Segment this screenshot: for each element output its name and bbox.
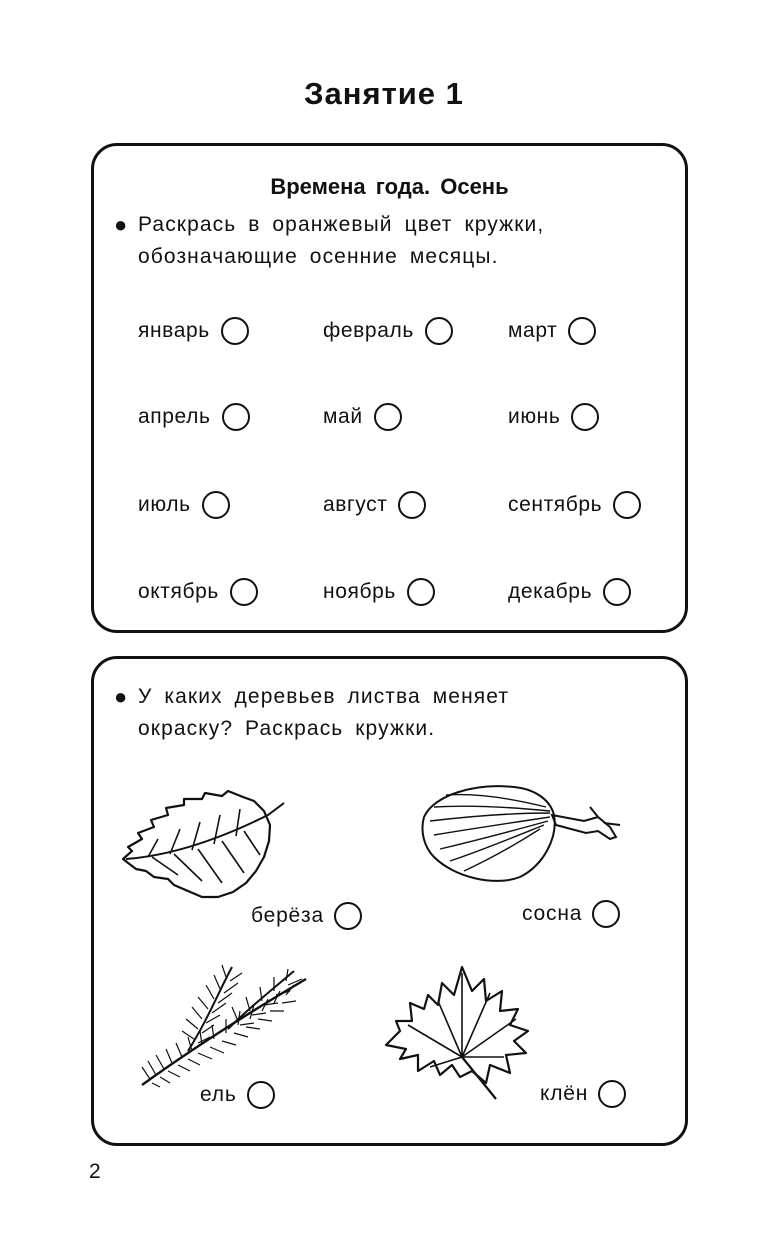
month-item-february <box>323 317 453 345</box>
page-title: Занятие 1 <box>304 76 464 111</box>
tree-item-spruce <box>200 1081 275 1109</box>
task-line-1: У каких деревьев листва меняет <box>138 685 510 708</box>
spruce-branch-icon <box>138 959 313 1089</box>
maple-leaf-icon <box>378 961 538 1101</box>
month-label: август <box>323 493 388 516</box>
month-circle-october[interactable] <box>230 578 258 606</box>
month-item-september <box>508 491 641 519</box>
month-circle-march[interactable] <box>568 317 596 345</box>
tree-circle-pine[interactable] <box>592 900 620 928</box>
pine-branch-icon <box>414 777 634 887</box>
month-label: ноябрь <box>323 580 396 603</box>
tree-label: ель <box>200 1083 237 1106</box>
section-title: Времена года. Осень <box>270 174 509 199</box>
autumn-months-panel <box>91 143 688 633</box>
month-label: декабрь <box>508 580 593 603</box>
month-circle-july[interactable] <box>202 491 230 519</box>
trees-panel <box>91 656 688 1146</box>
month-item-april <box>138 403 250 431</box>
month-item-july <box>138 491 230 519</box>
month-label: февраль <box>323 319 414 342</box>
tree-label: берёза <box>251 904 324 927</box>
month-item-august <box>323 491 426 519</box>
tree-item-birch <box>251 902 362 930</box>
month-item-december <box>508 578 631 606</box>
bullet-icon: ● <box>114 212 129 237</box>
month-circle-february[interactable] <box>425 317 453 345</box>
tree-circle-birch[interactable] <box>334 902 362 930</box>
month-label: октябрь <box>138 580 219 603</box>
month-label: март <box>508 319 558 342</box>
month-item-november <box>323 578 435 606</box>
task-line-2: окраску? Раскрась кружки. <box>138 717 436 740</box>
month-circle-november[interactable] <box>407 578 435 606</box>
month-label: июль <box>138 493 191 516</box>
tree-label: клён <box>540 1082 589 1105</box>
tree-item-pine <box>522 900 620 928</box>
tree-item-maple <box>540 1080 626 1108</box>
bullet-icon: ● <box>114 684 129 709</box>
tree-circle-maple[interactable] <box>598 1080 626 1108</box>
month-circle-may[interactable] <box>374 403 402 431</box>
month-circle-august[interactable] <box>398 491 426 519</box>
month-label: июнь <box>508 405 561 428</box>
month-label: май <box>323 405 363 428</box>
tree-label: сосна <box>522 902 583 925</box>
month-circle-january[interactable] <box>221 317 249 345</box>
month-circle-september[interactable] <box>613 491 641 519</box>
month-item-june <box>508 403 599 431</box>
page-number: 2 <box>89 1160 101 1183</box>
month-item-may <box>323 403 402 431</box>
month-label: апрель <box>138 405 211 428</box>
task-line-2: обозначающие осенние месяцы. <box>138 245 499 268</box>
tree-circle-spruce[interactable] <box>247 1081 275 1109</box>
month-label: январь <box>138 319 210 342</box>
month-item-october <box>138 578 258 606</box>
task-line-1: Раскрась в оранжевый цвет кружки, <box>138 213 545 236</box>
month-circle-june[interactable] <box>571 403 599 431</box>
month-circle-december[interactable] <box>603 578 631 606</box>
month-item-january <box>138 317 249 345</box>
birch-leaf-icon <box>118 789 288 904</box>
month-label: сентябрь <box>508 493 603 516</box>
month-circle-april[interactable] <box>222 403 250 431</box>
month-item-march <box>508 317 596 345</box>
